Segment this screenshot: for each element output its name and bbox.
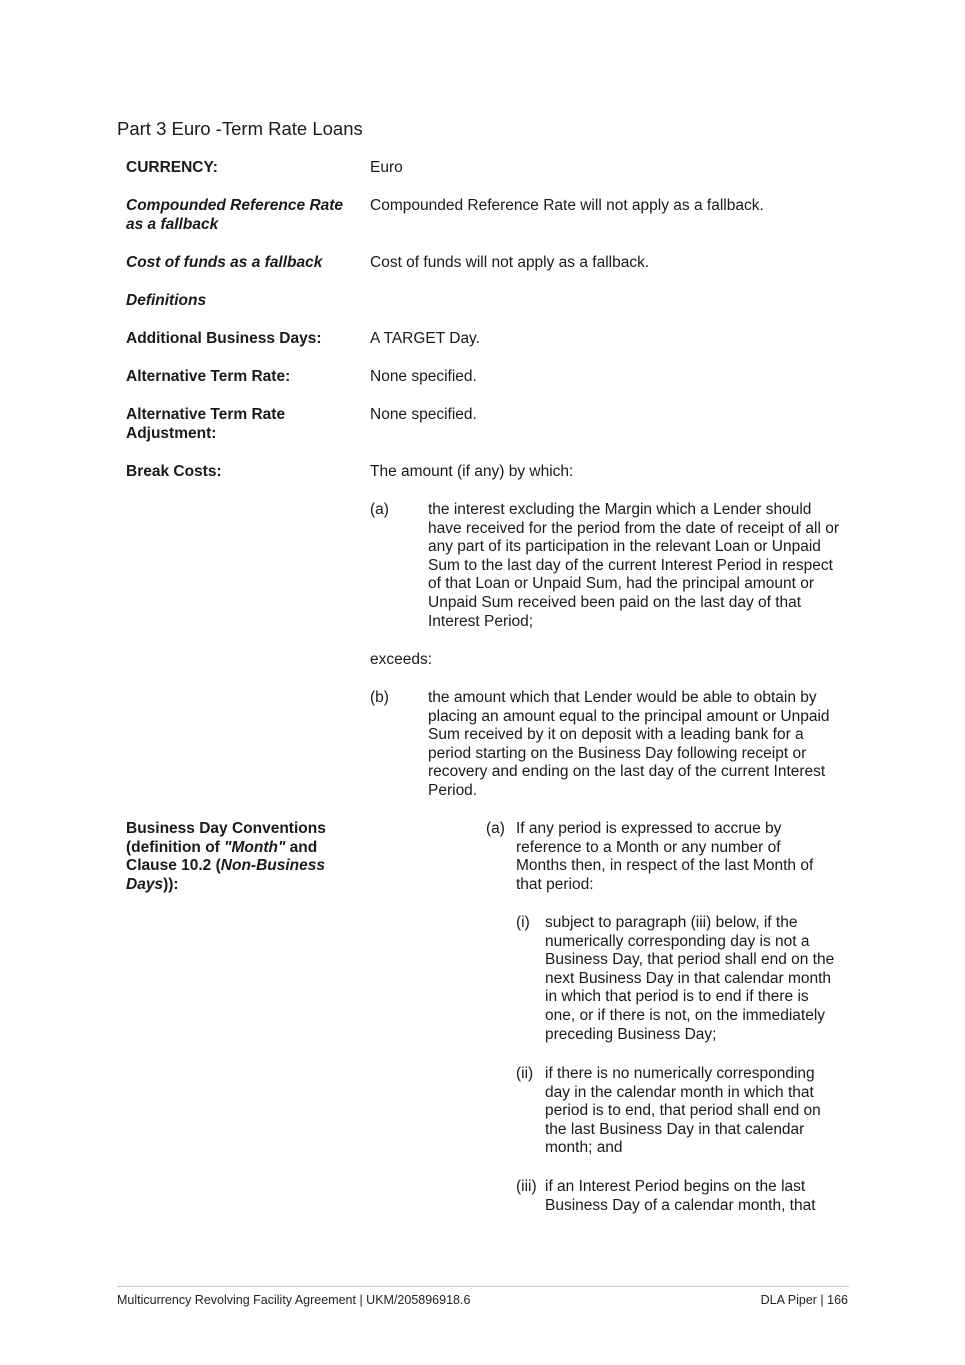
alternative-term-rate-value: None specified.: [370, 368, 477, 385]
bdc-i-number: (i): [516, 914, 530, 931]
bdc-i-text: subject to paragraph (iii) below, if the numerically corresponding day is not a Business Day, that period shall end on the next Business Day in that calendar month in which that period is to end if there is one, or if there is not, on the immediately preceding Business Day;: [545, 914, 835, 1043]
cof-fallback-value: Cost of funds will not apply as a fallback.: [370, 254, 650, 271]
bdc-iii-number: (iii): [516, 1178, 537, 1195]
additional-business-days-label: Additional Business Days:: [126, 330, 322, 347]
currency-value: Euro: [370, 159, 403, 176]
bdc-iii-text: if an Interest Period begins on the last Business Day of a calendar month, that: [545, 1178, 816, 1214]
bdc-ii-text: if there is no numerically corresponding day in the calendar month in which that period is to end, that period shall end on the last Business Day in that calendar month; and: [545, 1065, 821, 1157]
alternative-term-rate-label: Alternative Term Rate:: [126, 368, 291, 385]
page-title: Part 3 Euro -Term Rate Loans: [117, 118, 363, 139]
crr-fallback-label: Compounded Reference Rate as a fallback: [126, 197, 344, 233]
alternative-term-rate-adjustment-label: Alternative Term Rate Adjustment:: [126, 406, 286, 442]
definitions-label: Definitions: [126, 292, 207, 309]
footer-document-reference: Multicurrency Revolving Facility Agreement | UKM/205896918.6: [117, 1293, 471, 1307]
bdc-ii-number: (ii): [516, 1065, 534, 1082]
break-costs-b-text: the amount which that Lender would be able to obtain by placing an amount equal to the principal amount or Unpaid Sum received by it on deposit with a leading bank for a period starting on the Business Day following receipt or recovery and ending on the last day of the current Interest Period.: [428, 689, 830, 799]
break-costs-a-text: the interest excluding the Margin which a Lender should have received for the period from the date of receipt of all or any part of its participation in the relevant Loan or Unpaid Sum to the last day of the current Interest Period in respect of that Loan or Unpaid Sum, had the principal amount or Unpaid Sum received been paid on the last day of that Interest Period;: [428, 501, 839, 630]
break-costs-exceeds: exceeds:: [370, 651, 433, 668]
bdc-label-non-business-days: Non-Business Days: [126, 857, 325, 893]
break-costs-b-number: (b): [370, 689, 389, 706]
break-costs-intro: The amount (if any) by which:: [370, 463, 574, 480]
business-day-conventions-label: [126, 820, 344, 894]
crr-fallback-value: Compounded Reference Rate will not apply as a fallback.: [370, 197, 764, 214]
currency-label: CURRENCY:: [126, 159, 218, 176]
break-costs-label: Break Costs:: [126, 463, 222, 480]
break-costs-a-number: (a): [370, 501, 389, 518]
bdc-a-number: (a): [486, 820, 505, 837]
cof-fallback-label: Cost of funds as a fallback: [126, 254, 323, 271]
bdc-label-part-3: )):: [163, 875, 179, 893]
bdc-label-part-1: Business Day Conventions (definition of: [126, 820, 326, 856]
alternative-term-rate-adjustment-value: None specified.: [370, 406, 477, 423]
bdc-label-month: "Month": [224, 838, 286, 856]
footer-page-number: DLA Piper | 166: [760, 1293, 848, 1307]
bdc-label-part-2: and Clause 10.2 (: [126, 838, 318, 875]
footer-divider: [117, 1286, 849, 1287]
additional-business-days-value: A TARGET Day.: [370, 330, 480, 347]
bdc-a-text: If any period is expressed to accrue by reference to a Month or any number of Months then, in respect of the last Month of that period:: [516, 820, 814, 893]
